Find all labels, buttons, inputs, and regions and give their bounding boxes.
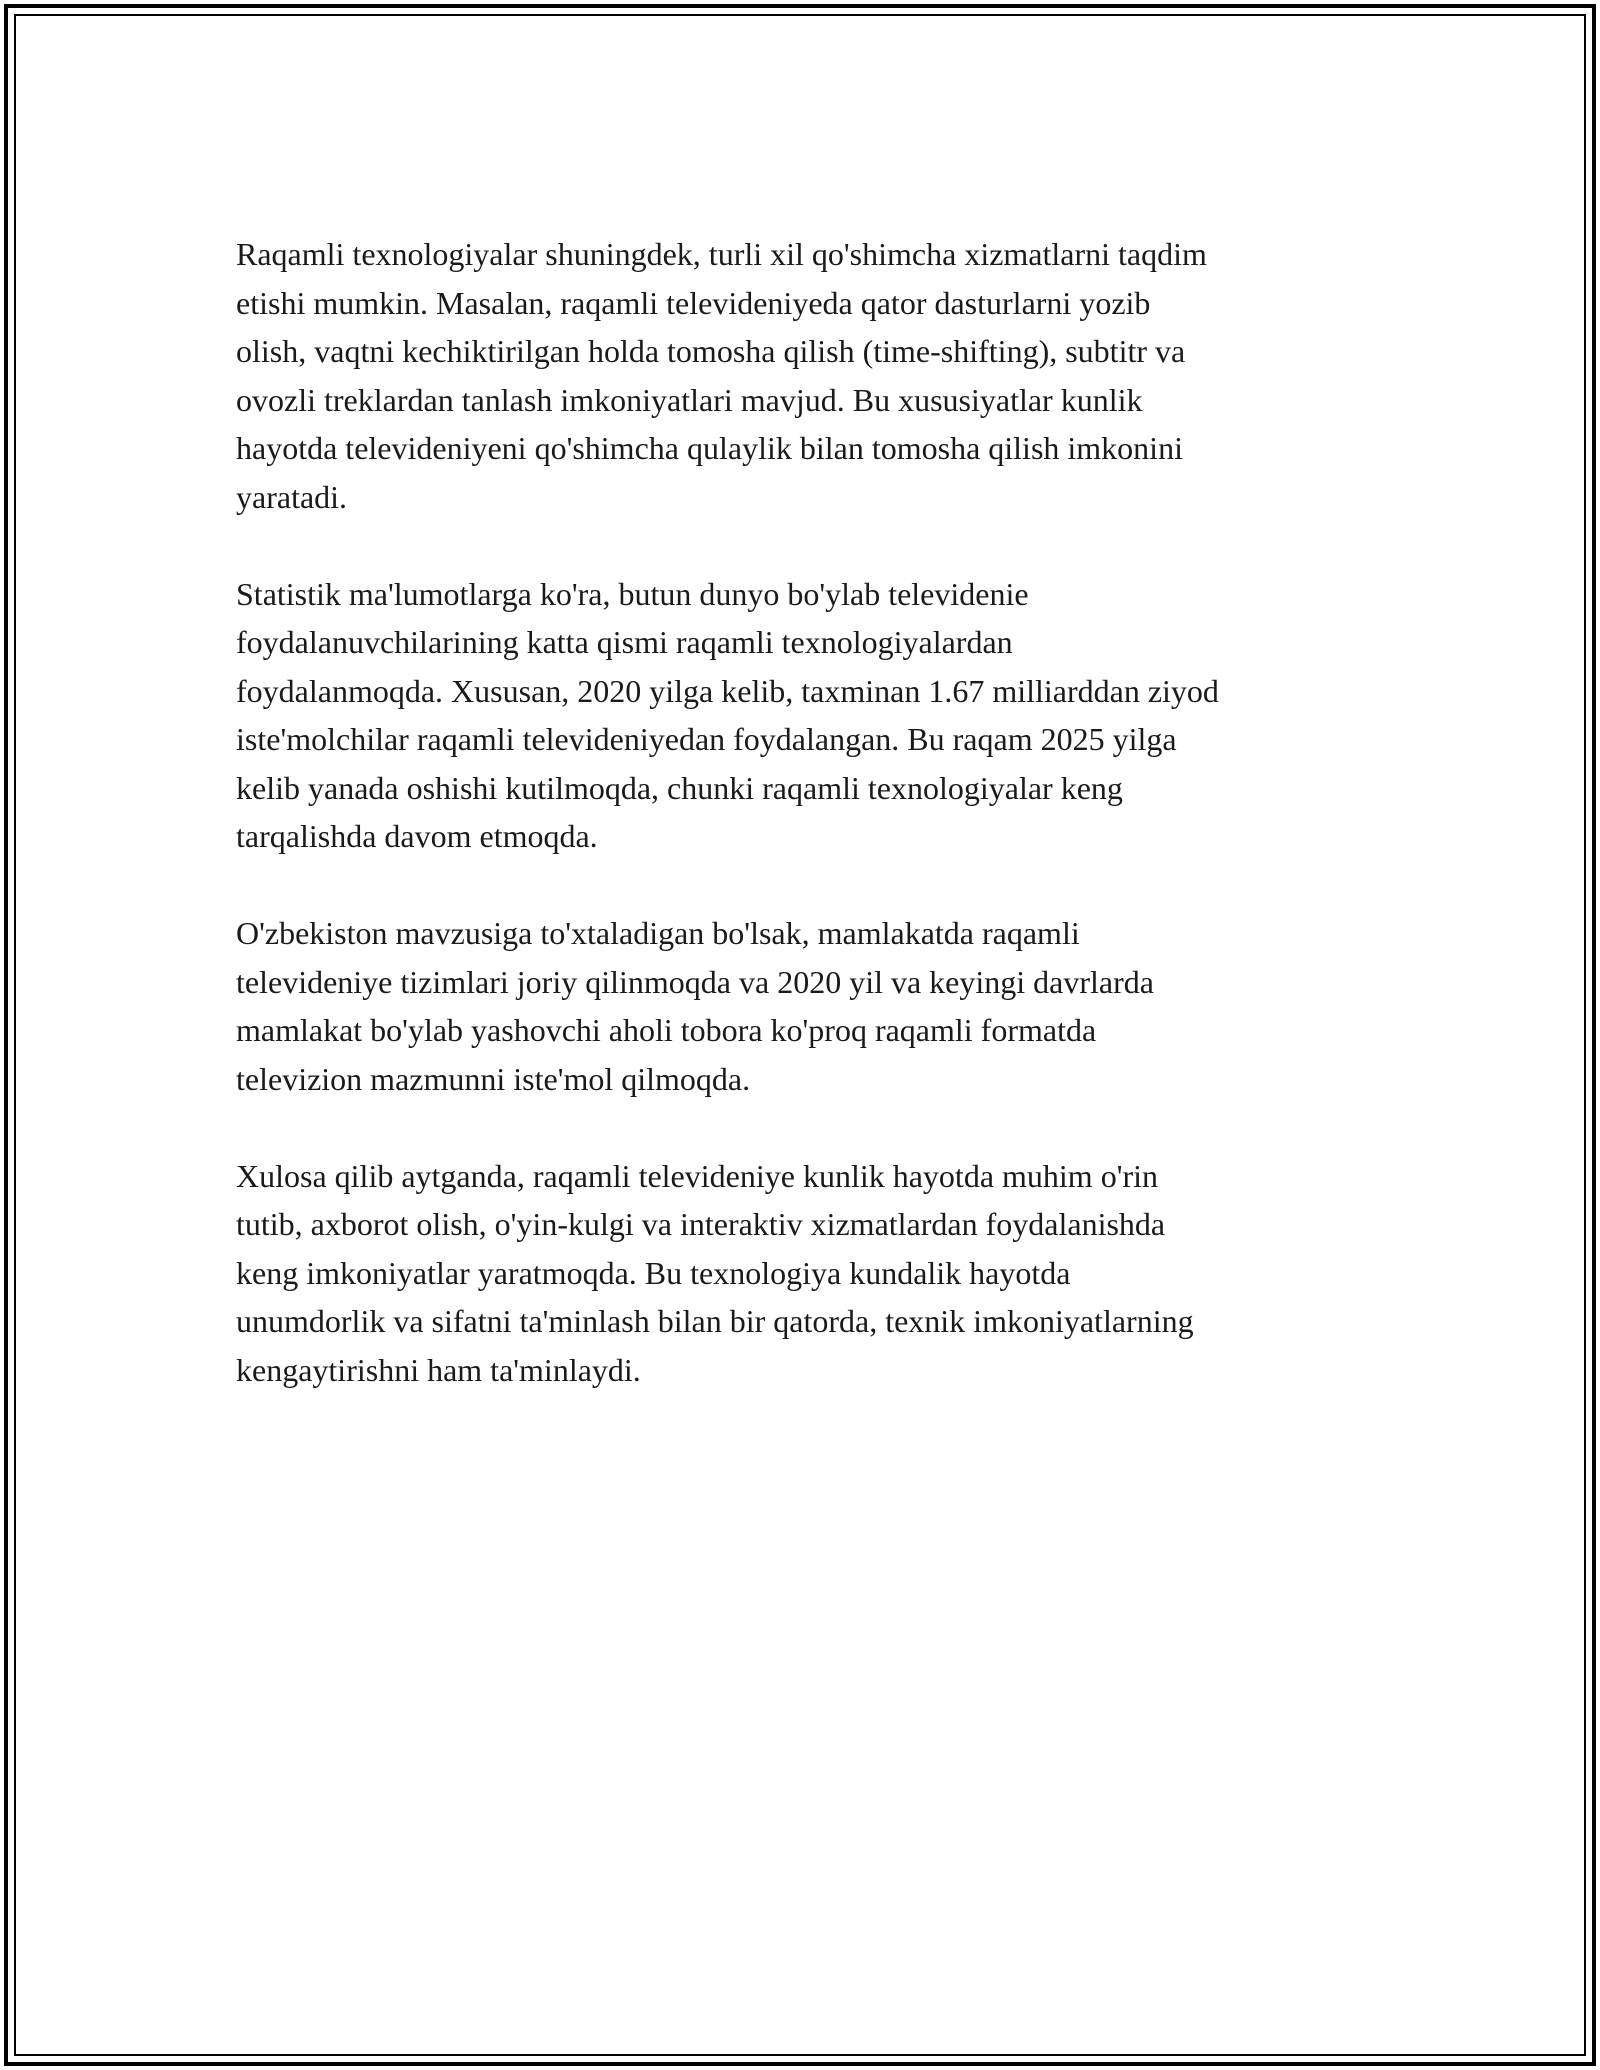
paragraph-2: Statistik ma'lumotlarga ko'ra, butun dunyo bo'ylab televidenie foydalanuvchilarining katta qismi raqamli texnologiyalardan foydalanmoqda. Xususan, 2020 yilga kelib, taxminan 1.67 milliarddan ziyod iste'molchilar raqamli televideniyedan foydalangan. Bu raqam 2025 yilga kelib yanada oshishi kutilmoqda, chunki raqamli texnologiyalar keng tarqalishda davom etmoqda.	[236, 575, 1219, 854]
paragraph-4: Xulosa qilib aytganda, raqamli televideniye kunlik hayotda muhim o'rin tutib, axborot olish, o'yin-kulgi va interaktiv xizmatlardan foydalanishda keng imkoniyatlar yaratmoqda. Bu texnologiya kundalik hayotda unumdorlik va sifatni ta'minlash bilan bir qatorda, texnik imkoniyatlarning kengaytirishni ham ta'minlaydi.	[236, 1157, 1194, 1388]
paragraph-1: Raqamli texnologiyalar shuningdek, turli xil qo'shimcha xizmatlarni taqdim etishi mumkin. Masalan, raqamli televideniyeda qator dasturlarni yozib olish, vaqtni kechiktirilgan holda tomosha qilish (time-shifting), subtitr va ovozli treklardan tanlash imkoniyatlari mavjud. Bu xususiyatlar kunlik hayotda televideniyeni qo'shimcha qulaylik bilan tomosha qilish imkonini yaratadi.	[236, 236, 1207, 515]
document-body	[236, 230, 1376, 1394]
paragraph-3: O'zbekiston mavzusiga to'xtaladigan bo'lsak, mamlakatda raqamli televideniye tizimlari joriy qilinmoqda va 2020 yil va keyingi davrlarda mamlakat bo'ylab yashovchi aholi tobora ko'proq raqamli formatda televizion mazmunni iste'mol qilmoqda.	[236, 915, 1154, 1097]
